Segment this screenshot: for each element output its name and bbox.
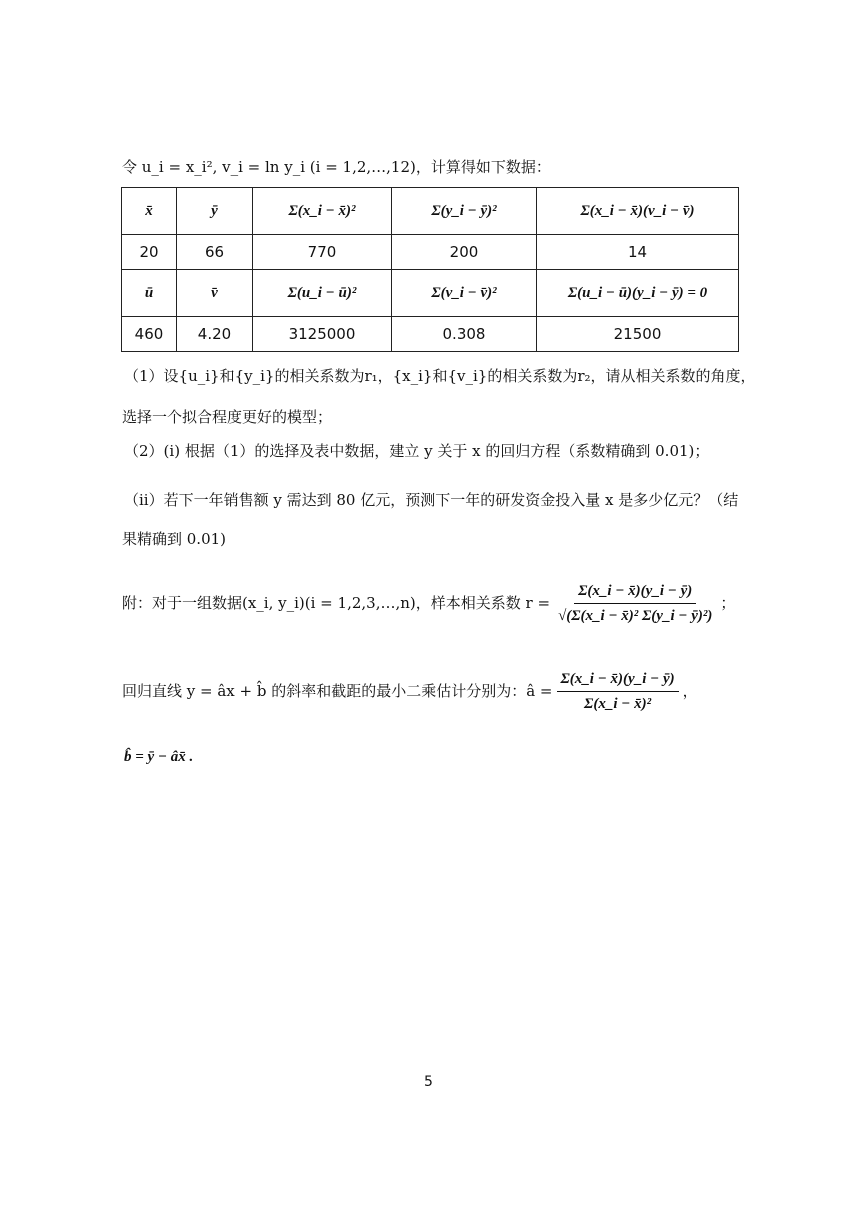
page-number: 5 <box>424 1074 433 1090</box>
table-cell: 14 <box>537 235 739 270</box>
correlation-denominator: √(Σ(x_i − x̄)² Σ(y_i − ȳ)²) <box>558 607 713 624</box>
table-header-cell: ȳ <box>177 188 253 235</box>
table-cell: 0.308 <box>392 317 537 352</box>
table-header-cell: Σ(u_i − ū)² <box>253 270 392 317</box>
question-2-part-ii-line-1: （ii）若下一年销售额 y 需达到 80 亿元，预测下一年的研发资金投入量 x 是多少亿元？（结 <box>124 491 739 509</box>
table-cell: 20 <box>122 235 177 270</box>
correlation-tail: ； <box>720 594 736 612</box>
table-cell: 66 <box>177 235 253 270</box>
regression-formula <box>122 656 698 726</box>
table-header-cell: x̄ <box>122 188 177 235</box>
table-cell: 21500 <box>537 317 739 352</box>
table-cell: 4.20 <box>177 317 253 352</box>
table-header-cell: Σ(u_i − ū)(y_i − ȳ) = 0 <box>537 270 739 317</box>
table-header-cell: Σ(v_i − v̄)² <box>392 270 537 317</box>
slope-numerator: Σ(x_i − x̄)(y_i − ȳ) <box>557 669 679 692</box>
slope-tail: ， <box>682 682 698 700</box>
regression-lead-text: 回归直线 y = âx + b̂ 的斜率和截距的最小二乘估计分别为：â = <box>122 682 553 700</box>
correlation-fraction <box>554 581 716 626</box>
table-header-cell: Σ(y_i − ȳ)² <box>392 188 537 235</box>
table-cell: 3125000 <box>253 317 392 352</box>
appendix-lead-text: 附：对于一组数据(x_i, y_i)(i = 1,2,3,…,n)，样本相关系数 r = <box>122 594 551 612</box>
slope-fraction <box>557 669 679 714</box>
table-cell: 460 <box>122 317 177 352</box>
table-header-cell: ū <box>122 270 177 317</box>
question-1-line-2: 选择一个拟合程度更好的模型； <box>122 408 333 426</box>
table-cell: 200 <box>392 235 537 270</box>
table-header-cell: Σ(x_i − x̄)(v_i − v̄) <box>537 188 739 235</box>
question-2-part-ii-line-2: 果精确到 0.01) <box>122 530 227 548</box>
table-cell: 770 <box>253 235 392 270</box>
table-row-1 <box>122 235 739 270</box>
correlation-numerator: Σ(x_i − x̄)(y_i − ȳ) <box>574 581 696 604</box>
table-row-2 <box>122 317 739 352</box>
table-header-row-1 <box>122 188 739 235</box>
appendix-correlation <box>122 566 735 640</box>
slope-denominator: Σ(x_i − x̄)² <box>584 695 652 712</box>
table-header-cell: v̄ <box>177 270 253 317</box>
table-header-row-2 <box>122 270 739 317</box>
statistics-table <box>121 187 739 352</box>
table-header-cell: Σ(x_i − x̄)² <box>253 188 392 235</box>
question-1-line-1: （1）设{u_i}和{y_i}的相关系数为r₁，{x_i}和{v_i}的相关系数为r₂，请从相关系数的角度， <box>124 367 756 385</box>
intro-text: 令 u_i = x_i², v_i = ln y_i (i = 1,2,…,12)，计算得如下数据： <box>122 158 551 176</box>
intercept-formula: b̂ = ȳ − âx̄ . <box>124 749 194 765</box>
question-2-part-i: （2）(i) 根据（1）的选择及表中数据，建立 y 关于 x 的回归方程（系数精确到 0.01)； <box>124 442 710 460</box>
